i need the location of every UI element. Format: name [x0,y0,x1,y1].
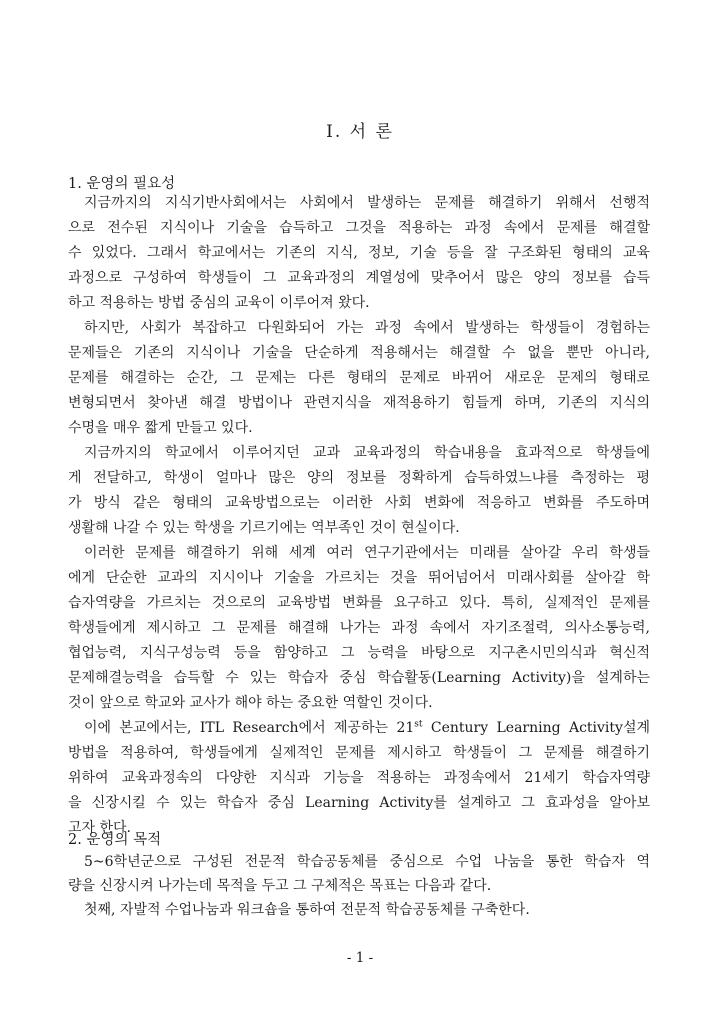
body-line: 이러한 문제를 해결하기 위해 세계 여러 연구기관에서는 미래를 살아갈 우리 학생들 [84,545,650,561]
body-line: 수 있었다. 그래서 학교에서는 기존의 지식, 정보, 기술 등을 잘 구조화된 형태의 교육 [68,245,650,261]
body-text: Century Learning Activity설계 [422,720,650,736]
body-line: 위하여 교육과정속의 다양한 지식과 기능을 적용하는 과정속에서 21세기 학습자역량 [68,770,650,786]
body-line: 습자역량을 가르치는 것으로의 교육방법 변화를 요구하고 있다. 특히, 실제적인 문제를 [68,595,650,611]
section-1-heading: 1. 운영의 필요성 [68,176,176,192]
body-line: 문제해결능력을 습득할 수 있는 학습자 중심 학습활동(Learning Activity)을 설계하는 [68,670,650,686]
body-line: 학생들에게 제시하고 그 문제를 해결해 나가는 과정 속에서 자기조절력, 의사소통능력, [68,620,650,636]
body-line: 방법을 적용하여, 학생들에게 실제적인 문제를 제시하고 학생들이 그 문제를 해결하기 [68,745,650,761]
page-number: - 1 - [346,950,374,966]
body-line: 협업능력, 지식구성능력 등을 함양하고 그 능력을 바탕으로 지구촌시민의식과 혁신적 [68,645,650,661]
body-line: 량을 신장시켜 나가는데 목적을 두고 그 구체적은 목표는 다음과 같다. [68,878,492,894]
body-line: 문제들은 기존의 지식이나 기술을 단순하게 적용해서는 해결할 수 없을 뿐만 아니라, [68,345,650,361]
page-title: Ⅰ. 서 론 [326,122,394,142]
body-line: 에게 단순한 교과의 지시이나 기술을 가르치는 것을 뛰어넘어서 미래사회를 살아갈 학 [68,570,650,586]
body-line: 고자 한다. [68,820,131,836]
body-line: 가 방식 같은 형태의 교육방법으로는 이러한 사회 변화에 적응하고 변화를 주도하며 [68,495,650,511]
superscript: st [414,719,423,730]
body-line [84,718,650,738]
body-line: 지금까지의 학교에서 이루어지던 교과 교육과정의 학습내용을 효과적으로 학생들에 [84,445,650,461]
body-line: 을 신장시킬 수 있는 학습자 중심 Learning Activity를 설계하고 그 효과성을 알아보 [68,795,650,811]
body-line: 첫째, 자발적 수업나눔과 워크숍을 통하여 전문적 학습공동체를 구축한다. [84,902,530,918]
body-text: 이에 본교에서는, ITL Research에서 제공하는 21 [84,720,415,736]
body-line: 으로 전수된 지식이나 기술을 습득하고 그것을 적용하는 과정 속에서 문제를 해결할 [68,220,650,236]
section-2-heading: 2. 운영의 목적 [68,832,162,848]
body-line: 수명을 매우 짧게 만들고 있다. [68,420,253,436]
body-line: 게 전달하고, 학생이 얼마나 많은 양의 정보를 정확하게 습득하였느냐를 측정하는 평 [68,470,650,486]
body-line: 과정으로 구성하여 학생들이 그 교육과정의 계열성에 맞추어서 많은 양의 정보를 습득 [68,270,650,286]
body-line: 것이 앞으로 학교와 교사가 해야 하는 중요한 역할인 것이다. [68,695,433,711]
body-line: 문제를 해결하는 순간, 그 문제는 다른 형태의 문제로 바뀌어 새로운 문제의 형태로 [68,370,650,386]
body-line: 5~6학년군으로 구성된 전문적 학습공동체를 중심으로 수업 나눔을 통한 학습자 역 [84,854,650,870]
body-line: 하고 적용하는 방법 중심의 교육이 이루어져 왔다. [68,295,370,311]
body-line: 지금까지의 지식기반사회에서는 사회에서 발생하는 문제를 해결하기 위해서 선행적 [84,195,650,211]
body-line: 변형되면서 찾아낸 해결 방법이나 관련지식을 재적용하기 힘들게 하며, 기존의 지식의 [68,395,650,411]
body-line: 하지만, 사회가 복잡하고 다원화되어 가는 과정 속에서 발생하는 학생들이 경험하는 [84,320,650,336]
body-line: 생활해 나갈 수 있는 학생을 기르기에는 역부족인 것이 현실이다. [68,520,460,536]
